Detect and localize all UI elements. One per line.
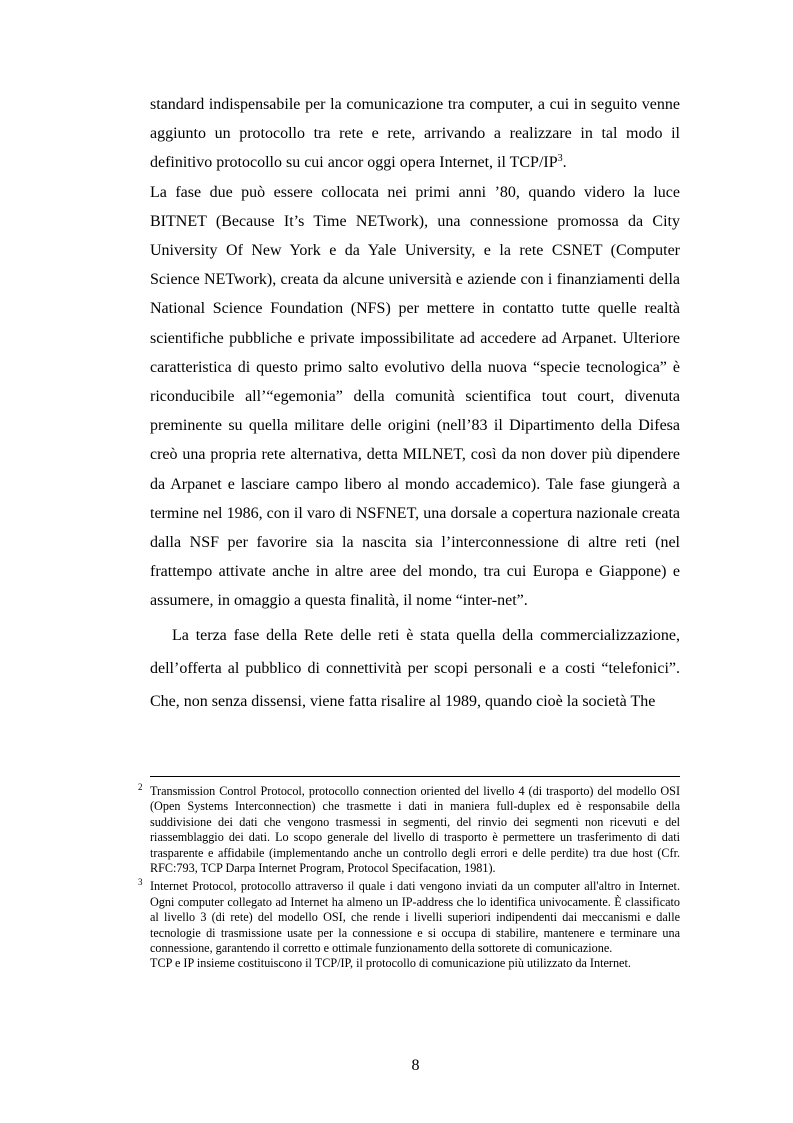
footnote-text: Internet Protocol, protocollo attraverso il quale i dati vengono inviati da un computer all'altro in Internet. Ogni computer collegato ad Internet ha almeno un IP-address che lo identifica univocamente. È classificato al livello 3 (di rete) del modello OSI, che rende i livelli superiori indipendenti dai meccanismi e dalle tecnologie di trasmissione usate per la connessione e si occupa di stabilire, mantenere e terminare una connessione, garantendo il corretto e ottimale funzionamento della sottorete di comunicazione.	[150, 879, 680, 956]
paragraph-2: La fase due può essere collocata nei primi anni ’80, quando videro la luce BITNET (Because It’s Time NETwork), una connessione promossa da City University Of New York e da Yale University, e la rete CSNET (Computer Science NETwork), creata da alcune università e aziende con i finanziamenti della National Science Foundation (NFS) per mettere in contatto tutte quelle realtà scientifiche pubbliche e private impossibilitate ad accedere ad Arpanet. Ulteriore caratteristica di questo primo salto evolutivo della nuova “specie tecnologica” è riconducibile all’“egemonia” della comunità scientifica tout court, divenuta preminente su quella militare delle origini (nell’83 il Dipartimento della Difesa creò una propria rete alternativa, detta MILNET, così da non dover più dipendere da Arpanet e lasciare campo libero al mondo accademico). Tale fase giungerà a termine nel 1986, con il varo di NSFNET, una dorsale a copertura nazionale creata dalla NSF per favorire sia la nascita sia l’interconnessione di altre reti (nel frattempo attivate anche in altre aree del mondo, tra cui Europa e Giappone) e assumere, in omaggio a questa finalità, il nome “inter-net”.	[150, 183, 680, 610]
footnotes	[138, 784, 680, 972]
footnote-number: 2	[138, 782, 143, 792]
footnote-text: Transmission Control Protocol, protocollo connection oriented del livello 4 (di trasporto) del modello OSI (Open Systems Interconnection) che trasmette i dati in maniera full-duplex ed è responsabile della suddivisione dei dati che vengono trasmessi in segmenti, del rinvio dei segmenti non ricevuti e del riassemblaggio dei dati. Lo scopo generale del livello di trasporto è permettere un trasferimento di dati trasparente e affidabile (implementando anche un controllo degli errori e delle perdite) tra due host (Cfr. RFC:793, TCP Darpa Internet Program, Protocol Specifacation, 1981).	[150, 784, 680, 876]
paragraph-3: La terza fase della Rete delle reti è stata quella della commercializzazione, dell’offerta al pubblico di connettività per scopi personali e a costi “telefonici”. Che, non senza dissensi, viene fatta risalire al 1989, quando cioè la società The	[150, 626, 680, 710]
paragraph-1-text: standard indispensabile per la comunicazione tra computer, a cui in seguito venne aggiunto un protocollo tra rete e rete, arrivando a realizzare in tal modo il definitivo protocollo su cui ancor oggi opera Internet, il TCP/IP	[150, 96, 680, 172]
footnote-ref-3[interactable]: 3	[557, 153, 563, 165]
body-text	[150, 90, 680, 718]
footnote-3-extra: TCP e IP insieme costituiscono il TCP/IP, il protocollo di comunicazione più utilizzato da Internet.	[150, 956, 631, 971]
footnote-2	[138, 784, 680, 876]
footnote-divider	[150, 776, 680, 777]
page-number: 8	[411, 1057, 420, 1074]
paragraph-1	[150, 90, 680, 178]
footnote-3	[138, 879, 680, 956]
footnote-number: 3	[138, 877, 143, 888]
paragraph-1-end: .	[562, 154, 567, 172]
